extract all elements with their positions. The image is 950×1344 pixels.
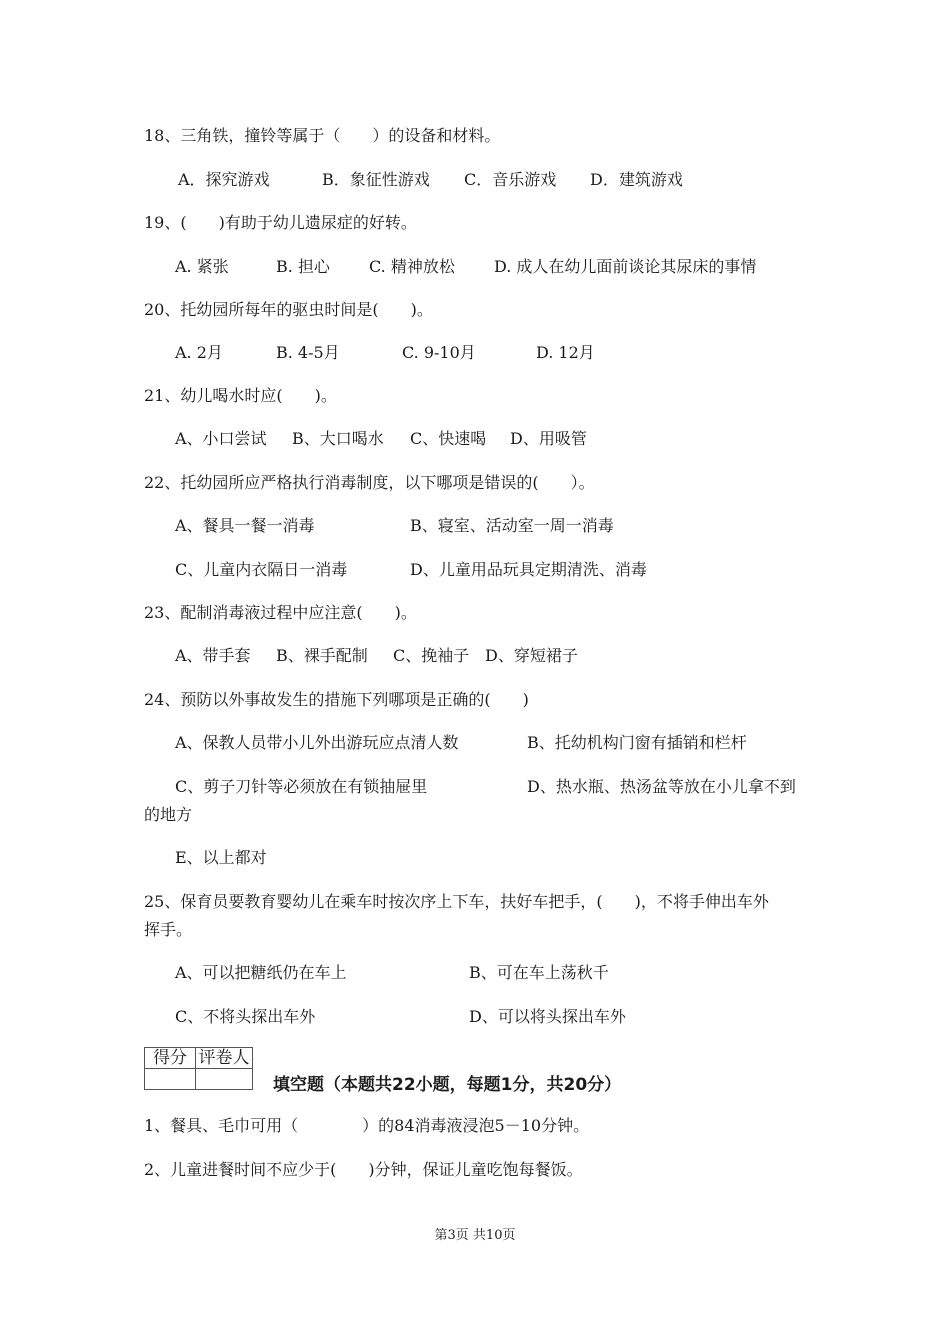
question-21-stem: 21、幼儿喝水时应( )。 bbox=[144, 386, 337, 405]
q25-option-d: D、可以将头探出车外 bbox=[469, 1007, 626, 1026]
q24-option-d: D、热水瓶、热汤盆等放在小儿拿不到 bbox=[527, 777, 796, 796]
q23-option-a: A、带手套 bbox=[175, 646, 251, 665]
page-footer: 第3页 共10页 bbox=[434, 1228, 516, 1243]
question-20-stem: 20、托幼园所每年的驱虫时间是( )。 bbox=[144, 300, 433, 319]
q18-option-a: A．探究游戏 bbox=[178, 170, 270, 189]
score-header: 得分 bbox=[145, 1048, 196, 1069]
question-22-stem: 22、托幼园所应严格执行消毒制度，以下哪项是错误的( ）。 bbox=[144, 473, 595, 492]
q21-option-b: B、大口喝水 bbox=[292, 429, 384, 448]
q25-option-b: B、可在车上荡秋千 bbox=[469, 963, 609, 982]
q19-option-d: D. 成人在幼儿面前谈论其尿床的事情 bbox=[494, 257, 757, 276]
grader-header: 评卷人 bbox=[196, 1048, 253, 1069]
q24-option-b: B、托幼机构门窗有插销和栏杆 bbox=[527, 733, 747, 752]
q24-option-a: A、保教人员带小儿外出游玩应点清人数 bbox=[175, 733, 459, 752]
score-cell bbox=[145, 1069, 196, 1090]
question-25-stem: 25、保育员要教育婴幼儿在乘车时按次序上下车，扶好车把手，( )，不将手伸出车外 bbox=[144, 892, 769, 911]
q23-option-b: B、裸手配制 bbox=[276, 646, 368, 665]
q19-option-a: A. 紧张 bbox=[175, 257, 229, 276]
q22-option-b: B、寝室、活动室一周一消毒 bbox=[410, 516, 614, 535]
section-title: 填空题（本题共22小题，每题1分，共20分） bbox=[273, 1075, 622, 1095]
q22-option-d: D、儿童用品玩具定期清洗、消毒 bbox=[410, 560, 647, 579]
q21-option-c: C、快速喝 bbox=[410, 429, 487, 448]
q19-option-c: C. 精神放松 bbox=[369, 257, 455, 276]
q22-option-a: A、餐具一餐一消毒 bbox=[175, 516, 315, 535]
question-18-stem: 18、三角铁，撞铃等属于（ ）的设备和材料。 bbox=[144, 126, 501, 145]
q21-option-a: A、小口尝试 bbox=[175, 429, 267, 448]
q20-option-d: D. 12月 bbox=[536, 343, 595, 362]
fill-question-2: 2、儿童进餐时间不应少于( )分钟，保证儿童吃饱每餐饭。 bbox=[144, 1160, 583, 1179]
q24-option-d-wrap: 的地方 bbox=[144, 805, 193, 824]
q24-option-c: C、剪子刀针等必须放在有锁抽屉里 bbox=[175, 777, 428, 796]
grader-cell bbox=[196, 1069, 253, 1090]
question-25-stem-wrap: 挥手。 bbox=[144, 920, 193, 939]
q21-option-d: D、用吸管 bbox=[510, 429, 587, 448]
question-19-stem: 19、( )有助于幼儿遗尿症的好转。 bbox=[144, 213, 417, 232]
q25-option-a: A、可以把糖纸仍在车上 bbox=[175, 963, 347, 982]
q25-option-c: C、不将头探出车外 bbox=[175, 1007, 316, 1026]
q23-option-c: C、挽袖子 bbox=[393, 646, 470, 665]
question-23-stem: 23、配制消毒液过程中应注意( )。 bbox=[144, 603, 417, 622]
q18-option-c: C．音乐游戏 bbox=[464, 170, 557, 189]
score-box bbox=[144, 1047, 253, 1090]
q20-option-b: B. 4-5月 bbox=[276, 343, 340, 362]
q19-option-b: B. 担心 bbox=[276, 257, 330, 276]
q20-option-c: C. 9-10月 bbox=[402, 343, 476, 362]
q18-option-b: B．象征性游戏 bbox=[322, 170, 430, 189]
q18-option-d: D．建筑游戏 bbox=[590, 170, 683, 189]
q24-option-e: E、以上都对 bbox=[175, 848, 267, 867]
fill-question-1: 1、餐具、毛巾可用（ ）的84消毒液浸泡5－10分钟。 bbox=[144, 1116, 590, 1135]
q22-option-c: C、儿童内衣隔日一消毒 bbox=[175, 560, 348, 579]
q20-option-a: A. 2月 bbox=[175, 343, 223, 362]
q23-option-d: D、穿短裙子 bbox=[485, 646, 578, 665]
question-24-stem: 24、预防以外事故发生的措施下列哪项是正确的( ) bbox=[144, 690, 529, 709]
